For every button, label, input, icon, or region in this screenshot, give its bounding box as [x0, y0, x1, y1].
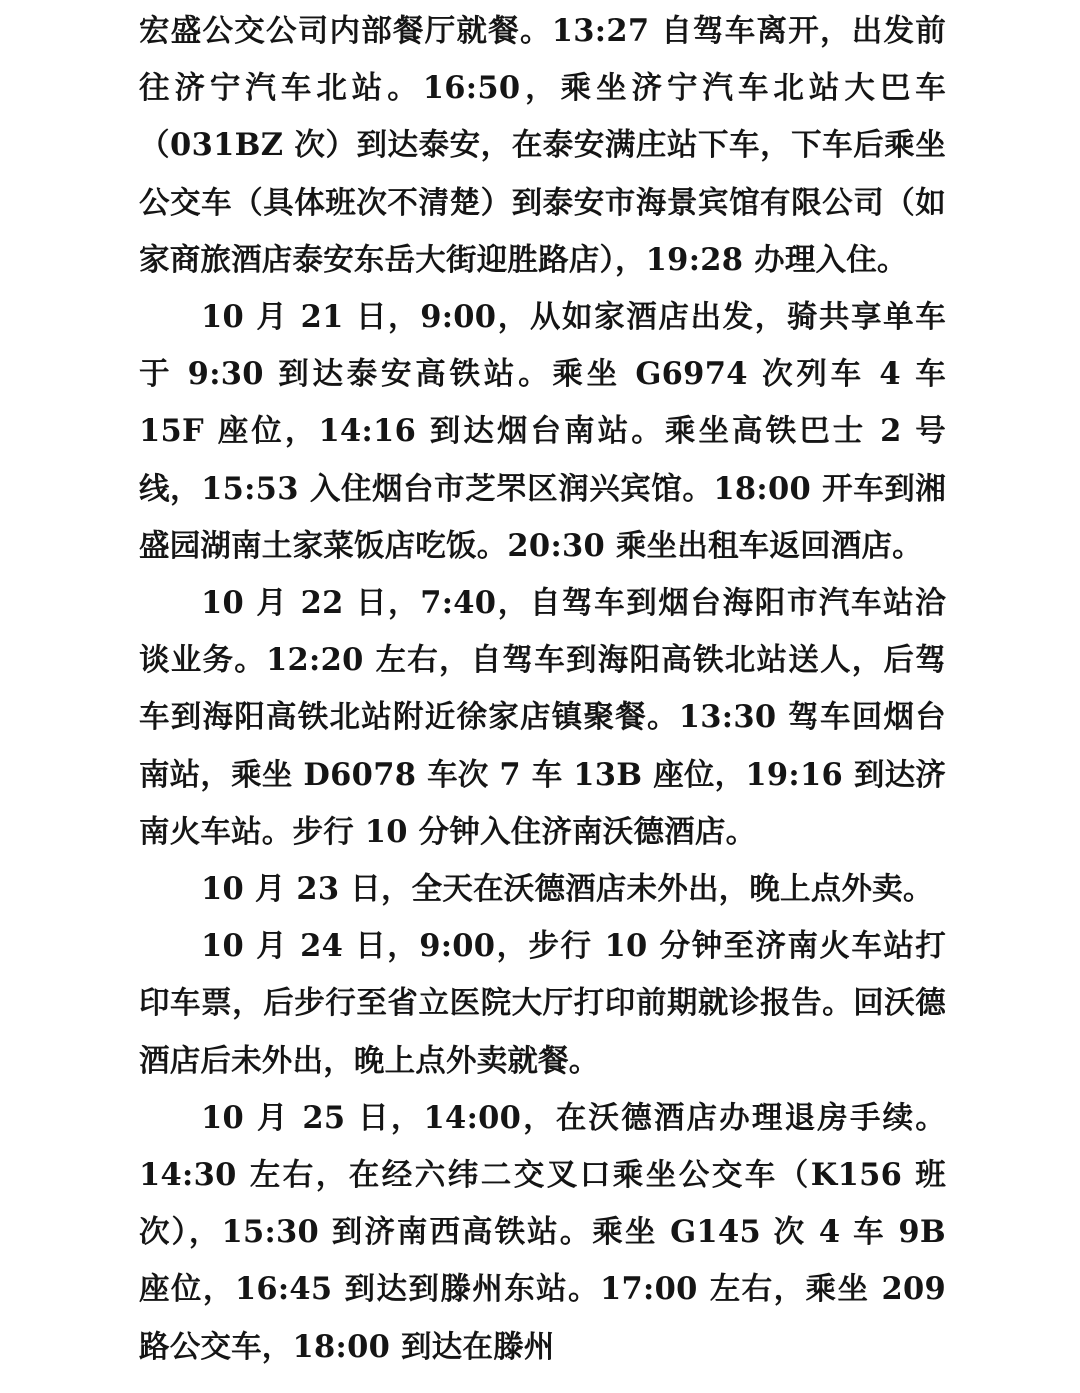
latin-run: 10: [201, 871, 245, 908]
latin-run: 031BZ: [170, 127, 284, 164]
latin-run: K156: [810, 1157, 903, 1194]
paragraph-oct-25: 10 月 25 日，14:00，在沃德酒店办理退房手续。14:30 左右，在经六纬二交叉口乘坐公交车（K156 班次），15:30 到济南西高铁站。乘坐 G145 次 4 车 9B 座位，16:45 到达到滕州东站。17:00 左右，乘坐 209 路公交车，18:00 到达在滕州: [139, 1099, 947, 1365]
latin-run: 14:30: [139, 1157, 237, 1194]
latin-run: G145: [670, 1214, 761, 1251]
text-column: [139, 3, 946, 1376]
latin-run: 10: [201, 1099, 245, 1136]
latin-run: 15:30: [221, 1214, 320, 1251]
latin-run: 10: [201, 585, 245, 622]
latin-run: 22: [300, 585, 344, 622]
latin-run: 10: [201, 928, 245, 965]
latin-run: 9B: [898, 1214, 946, 1251]
latin-run: 10: [364, 813, 408, 850]
latin-run: G6974: [635, 356, 748, 393]
latin-run: 12:20: [266, 642, 364, 679]
latin-run: 24: [300, 928, 344, 965]
latin-run: 7:40: [420, 585, 497, 622]
latin-run: 19:28: [645, 241, 744, 278]
latin-run: 15:53: [201, 470, 299, 507]
latin-run: 9:00: [419, 928, 496, 965]
latin-run: 7: [499, 756, 521, 793]
latin-run: 17:00: [600, 1271, 698, 1308]
latin-run: 25: [302, 1099, 346, 1136]
latin-run: 14:00: [423, 1099, 522, 1136]
latin-run: 15F: [139, 413, 204, 450]
latin-run: 9:00: [420, 299, 497, 336]
latin-run: 18:00: [713, 470, 812, 507]
latin-run: 19:16: [745, 756, 844, 793]
latin-run: 209: [881, 1271, 947, 1308]
latin-run: 14:16: [318, 413, 417, 450]
latin-run: 23: [296, 871, 340, 908]
latin-run: 18:00: [292, 1328, 391, 1365]
paragraph-continuation: 宏盛公交公司内部餐厅就餐。13:27 自驾车离开，出发前往济宁汽车北站。16:50，乘坐济宁汽车北站大巴车（031BZ 次）到达泰安，在泰安满庄站下车，下车后乘坐公交车（具体班次不清楚）到泰安市海景宾馆有限公司（如家商旅酒店泰安东岳大街迎胜路店），19:28 办理入住。: [139, 13, 946, 278]
paragraph-oct-24: 10 月 24 日，9:00，步行 10 分钟至济南火车站打印车票，后步行至省立医院大厅打印前期就诊报告。回沃德酒店后未外出，晚上点外卖就餐。: [139, 928, 947, 1079]
latin-run: 2: [880, 413, 902, 450]
latin-run: 10: [604, 928, 648, 965]
latin-run: 9:30: [187, 356, 264, 393]
latin-run: 20:30: [507, 527, 606, 564]
latin-run: 10: [201, 299, 245, 336]
paragraph-oct-22: 10 月 22 日，7:40，自驾车到烟台海阳市汽车站洽谈业务。12:20 左右，自驾车到海阳高铁北站送人，后驾车到海阳高铁北站附近徐家店镇聚餐。13:30 驾车回烟台南站，乘坐 D6078 车次 7 车 13B 座位，19:16 到达济南火车站。步行 10 分钟入住济南沃德酒店。: [139, 585, 946, 850]
latin-run: 16:50: [422, 70, 521, 107]
latin-run: 13:27: [551, 13, 650, 49]
latin-run: 4: [818, 1214, 841, 1251]
latin-run: 16:45: [234, 1271, 333, 1308]
paragraph-oct-21: 10 月 21 日，9:00，从如家酒店出发，骑共享单车于 9:30 到达泰安高铁站。乘坐 G6974 次列车 4 车 15F 座位，14:16 到达烟台南站。乘坐高铁巴士 2 号线，15:53 入住烟台市芝罘区润兴宾馆。18:00 开车到湘盛园湖南土家菜饭店吃饭。20:30 乘坐出租车返回酒店。: [139, 299, 946, 564]
latin-run: 21: [300, 299, 344, 336]
paragraph-oct-23: 10 月 23 日，全天在沃德酒店未外出，晚上点外卖。: [201, 871, 934, 908]
latin-run: D6078: [303, 756, 417, 793]
latin-run: 4: [879, 356, 901, 393]
latin-run: 13:30: [678, 699, 777, 736]
latin-run: 13B: [573, 756, 643, 793]
